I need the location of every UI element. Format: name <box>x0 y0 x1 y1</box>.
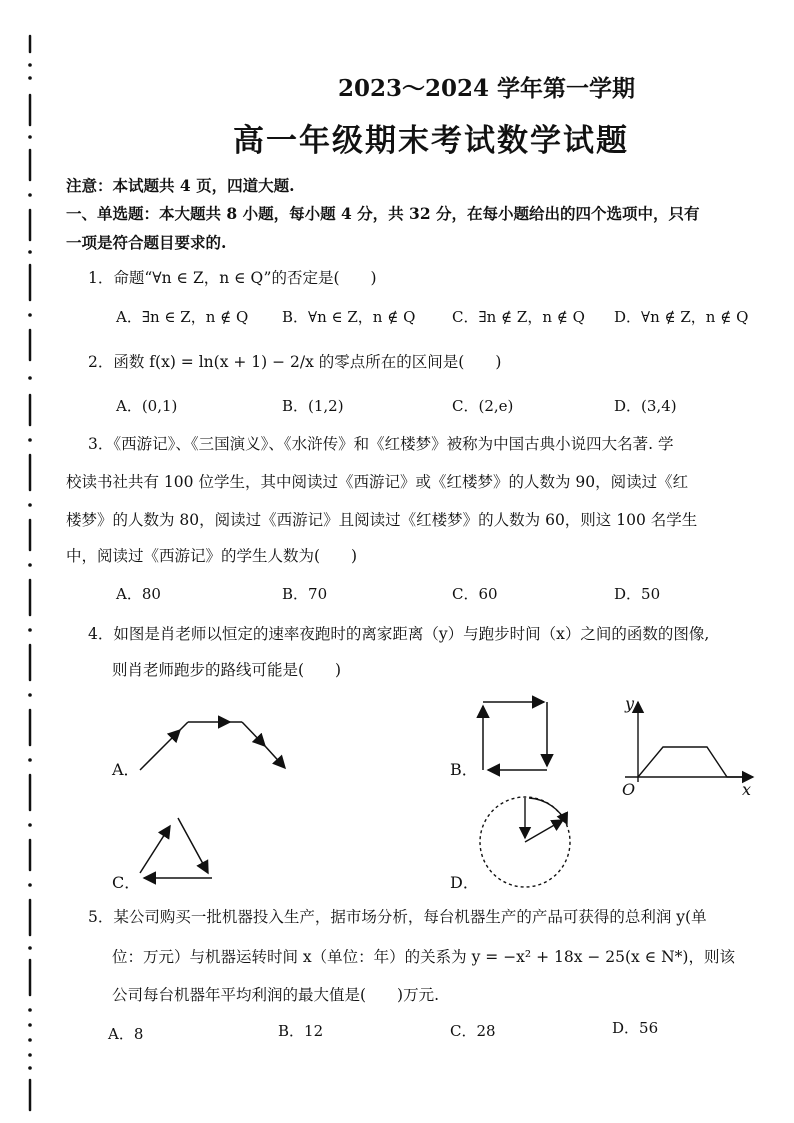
question-3-option-a: A．80 <box>116 585 161 603</box>
route-figure-c <box>130 810 225 890</box>
question-1-stem: 1．命题“∀n ∈ Z，n ∈ Q”的否定是( ) <box>88 269 377 287</box>
question-2-option-c: C．(2,e) <box>452 397 514 415</box>
route-figure-b <box>470 690 560 780</box>
exam-notice: 注意：本试题共 4 页，四道大题. <box>66 176 295 195</box>
question-3-stem-line-3: 楼梦》的人数为 80，阅读过《西游记》且阅读过《红楼梦》的人数为 60，则这 100 名学生 <box>66 511 698 529</box>
question-4-stem-line-1: 4．如图是肖老师以恒定的速率夜跑时的离家距离（y）与跑步时间（x）之间的函数的图像, <box>88 625 710 643</box>
question-3-stem-line-2: 校读书社共有 100 位学生，其中阅读过《西游记》或《红楼梦》的人数为 90，阅读过《红 <box>66 473 689 491</box>
question-2-option-a: A．(0,1) <box>116 397 178 415</box>
graph-origin-label: O <box>622 780 636 799</box>
exam-term: 2023～2024 学年第一学期 <box>338 75 636 102</box>
section-instructions-line-1: 一、单选题：本大题共 8 小题，每小题 4 分，共 32 分，在每小题给出的四个选项中，只有 <box>66 204 700 223</box>
question-5-option-a: A．8 <box>108 1025 144 1043</box>
question-1-option-d: D．∀n ∉ Z，n ∉ Q <box>614 308 749 326</box>
question-3-option-b: B．70 <box>282 585 328 603</box>
question-5-option-c: C．28 <box>450 1022 496 1040</box>
question-2-option-b: B．(1,2) <box>282 397 344 415</box>
question-4-figure-label-c: C． <box>112 873 141 892</box>
question-1-option-b: B．∀n ∈ Z，n ∉ Q <box>282 308 416 326</box>
question-5-stem-line-2: 位：万元）与机器运转时间 x（单位：年）的关系为 y = −x² + 18x − 25(x ∈ N*)，则该 <box>112 948 735 966</box>
route-figure-d <box>475 790 580 895</box>
section-instructions-line-2: 一项是符合题目要求的. <box>66 233 227 252</box>
question-3-option-d: D．50 <box>614 585 661 603</box>
question-4-figure-label-a: A． <box>112 760 140 779</box>
question-2-stem: 2．函数 f(x) = ln(x + 1) − 2/x 的零点所在的区间是( ) <box>88 353 502 371</box>
exam-title: 高一年级期末考试数学试题 <box>233 123 629 159</box>
question-5-stem-line-3: 公司每台机器年平均利润的最大值是( )万元. <box>112 986 440 1004</box>
graph-y-axis-label: y <box>625 694 635 713</box>
binding-margin <box>0 0 60 1123</box>
question-3-option-c: C．60 <box>452 585 498 603</box>
graph-x-axis-label: x <box>742 780 752 799</box>
question-1-option-a: A．∃n ∈ Z，n ∉ Q <box>116 308 249 326</box>
question-4-figure-label-b: B． <box>450 760 478 779</box>
question-5-option-d: D．56 <box>612 1019 659 1037</box>
question-3-stem-line-4: 中，阅读过《西游记》的学生人数为( ) <box>66 547 358 565</box>
question-4-figure-label-d: D． <box>450 873 479 892</box>
question-5-stem-line-1: 5．某公司购买一批机器投入生产，据市场分析，每台机器生产的产品可获得的总利润 y(单 <box>88 908 707 926</box>
question-1-option-c: C．∃n ∉ Z，n ∉ Q <box>452 308 585 326</box>
question-3-stem-line-1: 3．《西游记》、《三国演义》、《水浒传》和《红楼梦》被称为中国古典小说四大名著. 学 <box>88 435 674 453</box>
question-5-option-b: B．12 <box>278 1022 324 1040</box>
question-4-stem-line-2: 则肖老师跑步的路线可能是( ) <box>112 661 342 679</box>
route-figure-a <box>130 690 300 780</box>
question-2-option-d: D．(3,4) <box>614 397 677 415</box>
